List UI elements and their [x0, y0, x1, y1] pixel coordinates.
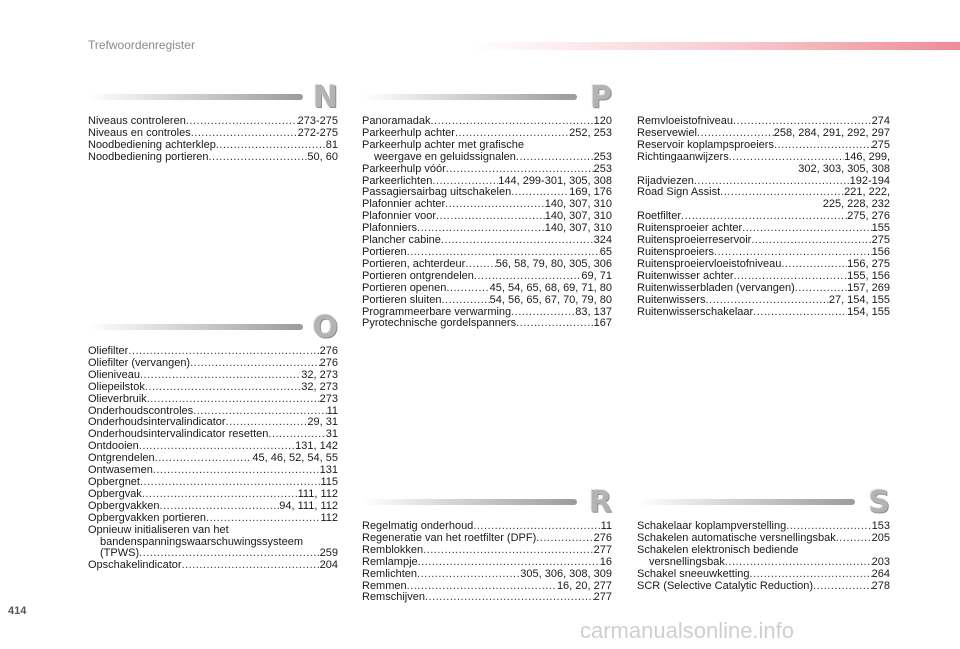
index-entry — [362, 557, 612, 569]
index-entry — [88, 382, 338, 394]
index-entry — [362, 164, 612, 176]
dot-leader — [407, 581, 557, 593]
entry-pages: 27, 154, 155 — [828, 293, 890, 306]
entry-pages: 275, 276 — [847, 210, 890, 223]
dot-leader — [751, 235, 871, 247]
entry-pages: 221, 222, — [844, 186, 890, 199]
entry-term: Opschakelindicator — [88, 559, 182, 572]
entry-pages: 140, 307, 310 — [544, 210, 612, 223]
dot-leader — [216, 140, 326, 152]
entry-term: Ruitenwisserschakelaar — [637, 305, 754, 318]
entry-pages: 167 — [593, 317, 612, 330]
dot-leader — [442, 295, 490, 307]
dot-leader — [753, 307, 847, 319]
entry-term: Onderhoudsintervalindicator resetten — [88, 428, 269, 441]
entry-pages: 252, 253 — [569, 126, 612, 139]
index-entry — [362, 152, 612, 164]
entry-term: Ruitensproeierreservoir — [637, 234, 752, 247]
index-entry — [362, 569, 612, 581]
entry-term: versnellingsbak — [649, 555, 725, 568]
page-number: 414 — [8, 605, 27, 617]
dot-leader — [705, 295, 828, 307]
entry-term: Opbergvak — [88, 487, 142, 500]
entry-pages: 277 — [593, 543, 612, 556]
entry-pages: 115 — [320, 475, 338, 488]
section-header — [362, 487, 612, 521]
dot-leader — [742, 223, 871, 235]
dot-leader — [734, 271, 848, 283]
entry-term: Plancher cabine — [362, 234, 441, 247]
dot-leader — [441, 235, 594, 247]
entry-pages: 203 — [871, 555, 890, 568]
entry-term: (TPWS) — [100, 547, 140, 560]
entry-pages: 157, 269 — [847, 281, 890, 294]
index-entry — [362, 283, 612, 295]
dot-leader — [153, 465, 320, 477]
entry-term: SCR (Selective Catalytic Reduction) — [637, 579, 814, 592]
entry-term: Plafonnier achter — [362, 198, 446, 211]
dot-leader — [516, 318, 594, 330]
section-header — [88, 82, 338, 116]
entry-term: Portieren openen — [362, 281, 447, 294]
index-entry — [362, 592, 612, 604]
dot-leader — [781, 259, 847, 271]
entry-term: Ruitenwissers — [637, 293, 706, 306]
entry-pages: 11 — [600, 520, 612, 532]
dot-leader — [425, 592, 594, 604]
entry-pages: 273 — [319, 392, 338, 405]
section-header — [637, 487, 890, 521]
section-divider — [362, 499, 577, 505]
entry-pages: 156, 275 — [847, 257, 890, 270]
entry-term: Parkeerhulp vóór — [362, 162, 446, 175]
index-entry — [637, 569, 890, 581]
entry-term: Plafonniers — [362, 222, 418, 235]
entry-pages: 275 — [871, 138, 890, 151]
dot-leader — [725, 557, 872, 569]
entry-term: Panoramadak — [362, 115, 431, 127]
dot-leader — [160, 501, 280, 513]
entry-pages: 56, 58, 79, 80, 305, 306 — [495, 257, 612, 270]
entry-pages: 131, 142 — [295, 440, 338, 453]
entry-term: Richtingaanwijzers — [637, 150, 729, 163]
section-header — [362, 82, 612, 116]
index-entry-list — [637, 116, 890, 318]
dot-leader — [536, 533, 593, 545]
index-entry — [88, 370, 338, 382]
entry-term: Niveaus controleren — [88, 115, 186, 127]
entry-term: Noodbediening portieren — [88, 150, 209, 163]
index-entry — [88, 140, 338, 152]
section-letter: S — [868, 485, 890, 520]
entry-term: Portieren, achterdeur — [362, 257, 466, 270]
index-entry — [88, 489, 338, 501]
entry-term: Ruitenwisserbladen (vervangen) — [637, 281, 795, 294]
entry-term: Parkeerhulp achter — [362, 126, 455, 139]
entry-term: Remlampje — [362, 555, 418, 568]
entry-pages: 155, 156 — [847, 269, 890, 282]
entry-pages: 112 — [320, 511, 338, 524]
entry-pages: 259 — [319, 547, 338, 560]
dot-leader — [795, 283, 847, 295]
entry-term: Schakelaar koplampverstelling — [637, 520, 787, 532]
index-entry — [88, 513, 338, 525]
index-entry — [637, 140, 890, 152]
entry-pages: 156 — [871, 245, 890, 258]
dot-leader — [516, 152, 594, 164]
entry-pages: 29, 31 — [307, 416, 338, 429]
entry-term: Opbergvakken — [88, 499, 160, 512]
entry-term: Rijadviezen — [637, 174, 694, 187]
section-divider — [88, 324, 303, 330]
dot-leader — [142, 489, 298, 501]
dot-leader — [190, 358, 320, 370]
index-entry — [637, 557, 890, 569]
index-entry-list — [88, 116, 338, 164]
entry-term: Onderhoudsintervalindicator — [88, 416, 226, 429]
entry-pages: 31 — [325, 428, 338, 441]
entry-term: Noodbediening achterklep — [88, 138, 216, 151]
entry-pages-continued: 225, 228, 232 — [822, 198, 890, 211]
dot-leader — [418, 557, 600, 569]
entry-term: weergave en geluidssignalen — [374, 150, 516, 163]
entry-term: Pyrotechnische gordelspanners — [362, 317, 517, 330]
entry-pages: 140, 307, 310 — [544, 222, 612, 235]
index-entry — [637, 152, 890, 164]
watermark: carmanualsonline.info — [580, 618, 795, 643]
dot-leader — [208, 152, 307, 164]
index-entry — [637, 295, 890, 307]
entry-term-line: bandenspanningswaarschuwingssysteem — [100, 535, 304, 548]
index-entry — [362, 259, 612, 271]
index-entry-list — [88, 346, 338, 572]
entry-term: Ruitenwisser achter — [637, 269, 734, 282]
header-accent-bar — [470, 42, 960, 50]
entry-pages: 131 — [319, 464, 338, 477]
entry-term: Remlichten — [362, 567, 418, 580]
entry-term: Regeneratie van het roetfilter (DPF) — [362, 531, 537, 544]
dot-leader — [729, 152, 844, 164]
entry-term: Niveaus en controles — [88, 126, 191, 139]
entry-pages: 274 — [871, 115, 890, 127]
entry-pages: 16, 20, 277 — [556, 579, 612, 592]
entry-term: Programmeerbare verwarming — [362, 305, 512, 318]
dot-leader — [182, 560, 320, 572]
dot-leader — [140, 477, 320, 489]
index-entry-list — [362, 521, 612, 604]
entry-term: Oliepeilstok — [88, 380, 145, 393]
entry-term: Schakel sneeuwketting — [637, 567, 750, 580]
entry-pages: 275 — [871, 234, 890, 247]
entry-pages: 154, 155 — [847, 305, 890, 318]
entry-term: Opbergvakken portieren — [88, 511, 207, 524]
section-header — [88, 312, 338, 346]
index-entry — [637, 307, 890, 319]
entry-pages: 324 — [593, 234, 612, 247]
entry-pages: 264 — [871, 567, 890, 580]
entry-term: Olieverbruik — [88, 392, 147, 405]
entry-term: Portieren sluiten — [362, 293, 442, 306]
dot-leader — [511, 307, 575, 319]
entry-pages: 111, 112 — [297, 487, 338, 500]
dot-leader — [446, 283, 489, 295]
dot-leader — [147, 394, 320, 406]
entry-term: Portieren — [362, 245, 407, 258]
index-entry — [88, 501, 338, 513]
entry-pages: 278 — [871, 579, 890, 592]
dot-leader — [750, 569, 872, 581]
index-entry — [637, 259, 890, 271]
entry-pages: 169, 176 — [569, 186, 612, 199]
entry-pages: 192-194 — [849, 174, 890, 187]
index-entry — [637, 271, 890, 283]
section-divider — [88, 94, 303, 100]
entry-term: Reservewiel — [637, 126, 697, 139]
entry-term: Opbergnet — [88, 475, 140, 488]
entry-term: Passagiersairbag uitschakelen — [362, 186, 512, 199]
entry-pages: 50, 60 — [307, 150, 338, 163]
page-header-title: Trefwoordenregister — [88, 38, 195, 52]
entry-pages: 276 — [319, 345, 338, 357]
section-letter: N — [312, 80, 338, 115]
dot-leader — [813, 581, 872, 593]
entry-pages: 272-275 — [297, 126, 338, 139]
dot-leader — [445, 199, 545, 211]
entry-term: Reservoir koplampsproeiers — [637, 138, 774, 151]
entry-pages: 45, 46, 52, 54, 55 — [252, 452, 338, 465]
entry-pages: 258, 284, 291, 292, 297 — [773, 126, 890, 139]
entry-term: Ruitensproeier achter — [637, 222, 743, 235]
entry-pages: 277 — [593, 591, 612, 604]
dot-leader — [774, 140, 872, 152]
entry-term: Remvloeistofniveau — [637, 115, 733, 127]
entry-pages: 273-275 — [297, 115, 338, 127]
entry-term: Schakelen automatische versnellingsbak — [637, 531, 836, 544]
entry-pages: 65 — [599, 245, 612, 258]
section-divider — [637, 499, 855, 505]
entry-term: Ontdooien — [88, 440, 139, 453]
index-entry-list — [637, 521, 890, 592]
entry-pages: 83, 137 — [575, 305, 612, 318]
entry-pages-continued: 302, 303, 305, 308 — [798, 162, 890, 175]
section-r-continued — [637, 116, 890, 318]
entry-term: Oliefilter (vervangen) — [88, 356, 191, 369]
entry-term: Remmen — [362, 579, 407, 592]
entry-pages: 45, 54, 65, 68, 69, 71, 80 — [489, 281, 612, 294]
dot-leader — [474, 271, 581, 283]
entry-term: Plafonnier voor — [362, 210, 436, 223]
section-o — [88, 312, 338, 572]
entry-pages: 120 — [593, 115, 612, 127]
index-entry — [88, 394, 338, 406]
index-entry — [362, 295, 612, 307]
dot-leader — [155, 453, 253, 465]
index-entry — [362, 318, 612, 330]
entry-term: Oliefilter — [88, 345, 129, 357]
entry-pages: 153 — [871, 520, 890, 532]
dot-leader — [465, 259, 495, 271]
entry-term: Ontgrendelen — [88, 452, 155, 465]
entry-term: Roetfilter — [637, 210, 682, 223]
entry-pages: 69, 71 — [581, 269, 612, 282]
dot-leader — [436, 211, 545, 223]
index-entry — [88, 152, 338, 164]
entry-pages: 204 — [319, 559, 338, 572]
entry-term: Ontwasemen — [88, 464, 153, 477]
entry-term: Onderhoudscontroles — [88, 404, 194, 417]
section-letter: O — [312, 310, 338, 345]
dot-leader — [423, 545, 594, 557]
entry-pages: 146, 299, — [844, 150, 890, 163]
index-entry — [88, 560, 338, 572]
entry-pages: 16 — [599, 555, 612, 568]
entry-pages: 253 — [593, 150, 612, 163]
index-entry — [637, 283, 890, 295]
section-s — [637, 487, 890, 592]
section-r — [362, 487, 612, 604]
entry-pages: 11 — [326, 404, 338, 417]
entry-pages: 155 — [871, 222, 890, 235]
entry-term: Olieniveau — [88, 368, 140, 381]
section-divider — [362, 94, 577, 100]
dot-leader — [417, 569, 520, 581]
dot-leader — [446, 164, 594, 176]
entry-pages: 144, 299-301, 305, 308 — [498, 174, 612, 187]
index-entry-list — [362, 116, 612, 330]
entry-pages: 205 — [871, 531, 890, 544]
dot-leader — [186, 116, 298, 128]
section-letter: P — [590, 80, 612, 115]
entry-term: Regelmatig onderhoud — [362, 520, 474, 532]
entry-pages: 305, 306, 308, 309 — [520, 567, 612, 580]
entry-pages: 94, 111, 112 — [279, 499, 338, 512]
index-entry — [362, 271, 612, 283]
entry-pages: 276 — [319, 356, 338, 369]
entry-term-line: Schakelen elektronisch bediende — [637, 543, 799, 556]
section-n — [88, 82, 338, 164]
entry-pages: 32, 273 — [301, 368, 338, 381]
entry-term: Remblokken — [362, 543, 424, 556]
index-entry — [637, 581, 890, 593]
dot-leader — [836, 533, 872, 545]
dot-leader — [206, 513, 320, 525]
entry-pages: 32, 273 — [301, 380, 338, 393]
entry-pages: 276 — [593, 531, 612, 544]
entry-term: Parkeerlichten — [362, 174, 433, 187]
entry-pages: 54, 56, 65, 67, 70, 79, 80 — [489, 293, 612, 306]
section-p — [362, 82, 612, 330]
entry-term: Road Sign Assist — [637, 186, 721, 199]
entry-term: Portieren ontgrendelen — [362, 269, 474, 282]
entry-term: Remschijven — [362, 591, 425, 604]
entry-pages: 140, 307, 310 — [544, 198, 612, 211]
entry-pages: 81 — [325, 138, 338, 151]
index-entry — [362, 545, 612, 557]
entry-term: Ruitensproeiervloeistofniveau — [637, 257, 782, 270]
section-letter: R — [588, 485, 612, 520]
entry-term-line: Parkeerhulp achter met grafische — [362, 138, 525, 151]
dot-leader — [140, 370, 301, 382]
dot-leader — [145, 382, 301, 394]
entry-pages: 253 — [593, 162, 612, 175]
entry-term: Ruitensproeiers — [637, 245, 715, 258]
entry-term-line: Opnieuw initialiseren van het — [88, 523, 229, 536]
